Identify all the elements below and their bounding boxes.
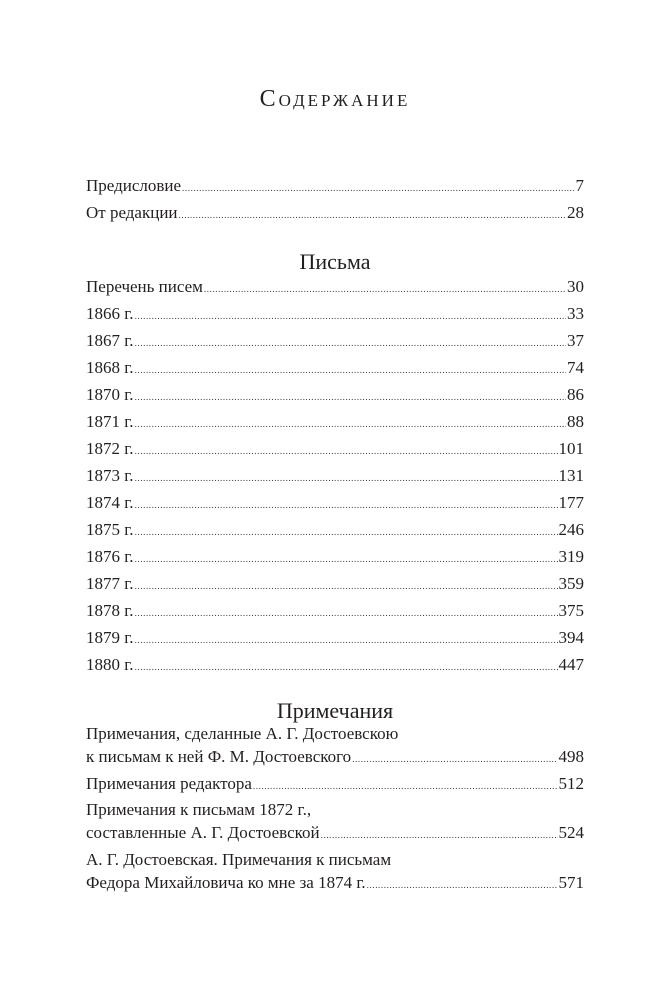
toc-entry-label: 1870 г.: [86, 385, 134, 404]
dot-leader: [367, 875, 558, 895]
dot-leader: [135, 414, 566, 434]
toc-entry-page: 447: [558, 655, 584, 674]
dot-leader: [135, 522, 558, 542]
dot-leader: [135, 387, 566, 407]
toc-entry[interactable]: [86, 747, 584, 767]
dot-leader: [204, 279, 566, 299]
toc-entry-label: 1877 г.: [86, 574, 134, 593]
toc-entry-label: 1867 г.: [86, 331, 134, 350]
dot-leader: [182, 178, 574, 198]
toc-entry-label: составленные А. Г. Достоевской: [86, 823, 320, 842]
dot-leader: [135, 441, 558, 461]
toc-entry-label: 1875 г.: [86, 520, 134, 539]
toc-entry-page: 33: [567, 304, 584, 323]
dot-leader: [321, 825, 558, 845]
toc-entry-page: 375: [558, 601, 584, 620]
toc-entry[interactable]: [86, 412, 584, 432]
toc-entry-page: 394: [558, 628, 584, 647]
toc-entry[interactable]: [86, 439, 584, 459]
toc-entry-first-line[interactable]: Примечания к письмам 1872 г.,: [86, 800, 312, 819]
dot-leader: [135, 603, 558, 623]
toc-entry-label: Предисловие: [86, 176, 182, 195]
dot-leader: [135, 549, 558, 569]
page-title: Содержание: [259, 86, 411, 112]
toc-entry[interactable]: [86, 493, 584, 513]
toc-entry[interactable]: [86, 601, 584, 621]
dot-leader: [352, 749, 557, 769]
dot-leader: [135, 630, 558, 650]
section-heading-notes: Примечания: [276, 698, 394, 723]
toc-entry-preface[interactable]: [86, 176, 584, 196]
toc-entry-page: 131: [558, 466, 584, 485]
dot-leader: [135, 657, 558, 677]
toc-entry-page: 512: [558, 774, 584, 793]
toc-entry-page: 524: [558, 823, 584, 842]
dot-leader: [135, 576, 558, 596]
toc-entry[interactable]: [86, 331, 584, 351]
dot-leader: [253, 776, 558, 796]
toc-entry-first-line[interactable]: А. Г. Достоевская. Примечания к письмам: [86, 850, 392, 869]
toc-entry[interactable]: [86, 655, 584, 675]
toc-entry[interactable]: [86, 277, 584, 297]
toc-entry-label: 1868 г.: [86, 358, 134, 377]
toc-entry[interactable]: [86, 574, 584, 594]
toc-entry[interactable]: [86, 547, 584, 567]
toc-entry-page: 88: [567, 412, 584, 431]
dot-leader: [135, 468, 558, 488]
toc-entry-page: 37: [567, 331, 584, 350]
toc-entry-page: 30: [567, 277, 584, 296]
section-heading-letters: Письма: [299, 249, 371, 274]
toc-entry-page: 7: [575, 176, 584, 195]
toc-entry-page: 86: [567, 385, 584, 404]
toc-entry-page: 246: [558, 520, 584, 539]
toc-entry-label: 1874 г.: [86, 493, 134, 512]
toc-entry-label: 1878 г.: [86, 601, 134, 620]
toc-entry-first-line[interactable]: Примечания, сделанные А. Г. Достоевскою: [86, 724, 399, 743]
toc-entry[interactable]: [86, 466, 584, 486]
toc-entry-page: 498: [558, 747, 584, 766]
toc-entry[interactable]: [86, 774, 584, 794]
toc-entry-label: 1866 г.: [86, 304, 134, 323]
toc-entry-label: 1871 г.: [86, 412, 134, 431]
toc-entry-label: Примечания редактора: [86, 774, 252, 793]
toc-entry-label: 1880 г.: [86, 655, 134, 674]
dot-leader: [135, 306, 566, 326]
dot-leader: [135, 333, 566, 353]
toc-entry[interactable]: [86, 385, 584, 405]
toc-entry-page: 319: [558, 547, 584, 566]
toc-entry-label: 1873 г.: [86, 466, 134, 485]
toc-entry-label: От редакции: [86, 203, 178, 222]
toc-entry-page: 101: [558, 439, 584, 458]
toc-entry[interactable]: [86, 520, 584, 540]
toc-entry-page: 28: [567, 203, 584, 222]
toc-entry[interactable]: [86, 823, 584, 843]
toc-entry-label: Перечень писем: [86, 277, 203, 296]
toc-entry-editorial[interactable]: [86, 203, 584, 223]
dot-leader: [135, 495, 558, 515]
toc-entry-label: 1879 г.: [86, 628, 134, 647]
toc-entry[interactable]: [86, 358, 584, 378]
toc-entry-label: 1872 г.: [86, 439, 134, 458]
toc-entry-page: 359: [558, 574, 584, 593]
toc-entry-page: 571: [558, 873, 584, 892]
toc-entry-label: к письмам к ней Ф. М. Достоевского: [86, 747, 352, 766]
toc-entry-label: 1876 г.: [86, 547, 134, 566]
toc-entry-label: Федора Михайловича ко мне за 1874 г.: [86, 873, 366, 892]
toc-entry[interactable]: [86, 628, 584, 648]
dot-leader: [179, 205, 566, 225]
toc-entry-page: 177: [558, 493, 584, 512]
toc-entry-page: 74: [567, 358, 584, 377]
dot-leader: [135, 360, 566, 380]
toc-entry[interactable]: [86, 873, 584, 893]
toc-entry[interactable]: [86, 304, 584, 324]
